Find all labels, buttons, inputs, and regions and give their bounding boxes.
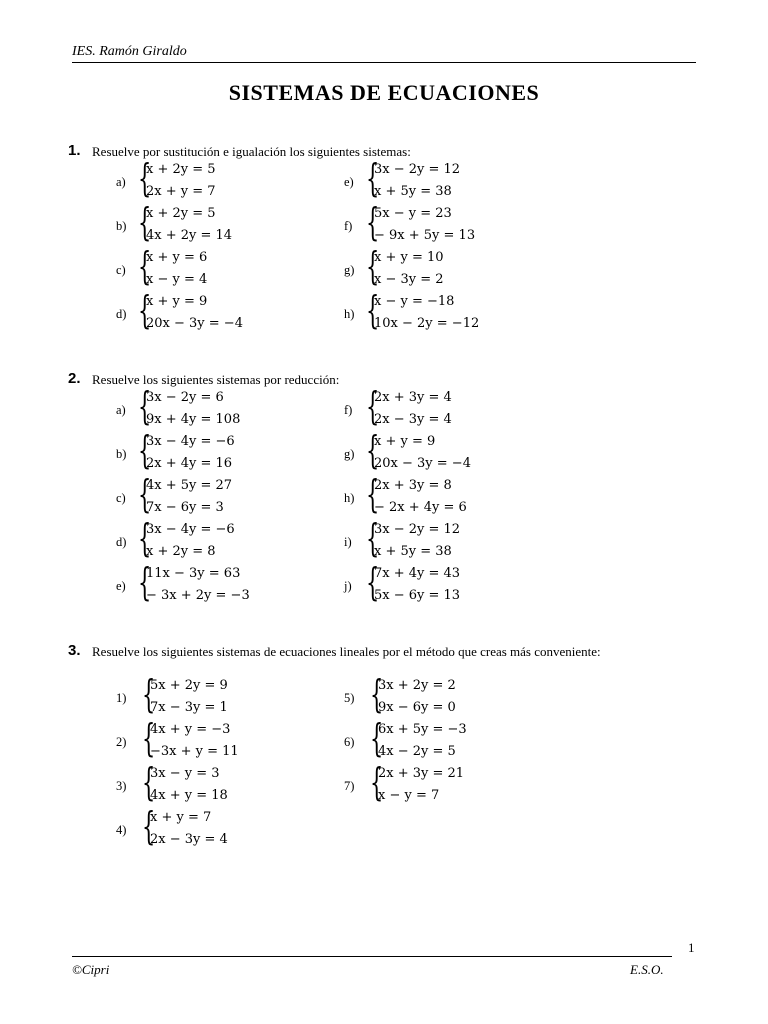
header-divider — [72, 62, 696, 63]
equation-2: x − 3y = 2 — [374, 272, 444, 287]
equation-1: 2x + 3y = 21 — [378, 766, 465, 781]
system-label: f) — [344, 403, 353, 417]
equation-1: x + 2y = 5 — [146, 206, 216, 221]
equation-2: 2x − 3y = 4 — [374, 412, 452, 427]
system-label: d) — [116, 307, 127, 321]
exercise-1-number: 1. — [68, 142, 81, 159]
exercise-2-number: 2. — [68, 370, 81, 387]
exercise-3 — [68, 642, 698, 852]
brace-icon: { — [366, 244, 380, 288]
equation-1: 5x + 2y = 9 — [150, 678, 228, 693]
equation-2: 10x − 2y = −12 — [374, 316, 480, 331]
equation-2: − 9x + 5y = 13 — [374, 228, 476, 243]
system-label: i) — [344, 535, 352, 549]
brace-icon: { — [142, 760, 156, 804]
equation-1: 3x − 4y = −6 — [146, 434, 235, 449]
brace-icon: { — [138, 200, 152, 244]
system-label: 1) — [116, 691, 127, 705]
equation-2: 9x − 6y = 0 — [378, 700, 456, 715]
equation-2: 2x + 4y = 16 — [146, 456, 233, 471]
system-label: f) — [344, 219, 353, 233]
system-label: e) — [344, 175, 354, 189]
equation-system — [344, 760, 564, 810]
equation-2: 5x − 6y = 13 — [374, 588, 461, 603]
system-label: 7) — [344, 779, 355, 793]
equation-2: 4x + 2y = 14 — [146, 228, 233, 243]
system-label: e) — [116, 579, 126, 593]
brace-icon: { — [142, 716, 156, 760]
equation-1: 3x − 4y = −6 — [146, 522, 235, 537]
system-label: g) — [344, 263, 355, 277]
exercise-3-instructions: Resuelve los siguientes sistemas de ecuaciones lineales por el método que creas más conveniente: — [92, 644, 601, 659]
equation-1: 3x + 2y = 2 — [378, 678, 456, 693]
equation-2: x + 5y = 38 — [374, 544, 452, 559]
equation-system — [116, 804, 336, 854]
system-label: 2) — [116, 735, 127, 749]
equation-2: x − y = 4 — [146, 272, 208, 287]
brace-icon: { — [370, 760, 384, 804]
equation-2: x + 5y = 38 — [374, 184, 452, 199]
equation-1: x + 2y = 5 — [146, 162, 216, 177]
equation-1: 6x + 5y = −3 — [378, 722, 467, 737]
equation-1: x + y = 9 — [374, 434, 436, 449]
brace-icon: { — [138, 288, 152, 332]
brace-icon: { — [138, 560, 152, 604]
brace-icon: { — [366, 516, 380, 560]
equation-2: − 3x + 2y = −3 — [146, 588, 250, 603]
equation-1: 4x + y = −3 — [150, 722, 231, 737]
equation-1: 3x − 2y = 6 — [146, 390, 224, 405]
brace-icon: { — [366, 428, 380, 472]
exercise-3-number: 3. — [68, 642, 81, 659]
equation-2: 4x − 2y = 5 — [378, 744, 456, 759]
brace-icon: { — [366, 472, 380, 516]
brace-icon: { — [370, 716, 384, 760]
page-title: SISTEMAS DE ECUACIONES — [228, 80, 540, 105]
equation-2: 2x − 3y = 4 — [150, 832, 228, 847]
system-label: h) — [344, 307, 355, 321]
equation-system — [344, 288, 564, 338]
exercise-2 — [68, 370, 698, 610]
system-label: h) — [344, 491, 355, 505]
equation-system — [344, 560, 564, 610]
equation-2: x + 2y = 8 — [146, 544, 216, 559]
equation-1: x + y = 6 — [146, 250, 208, 265]
exercise-2-instructions: Resuelve los siguientes sistemas por reducción: — [92, 372, 340, 387]
system-label: b) — [116, 447, 127, 461]
system-label: 4) — [116, 823, 127, 837]
brace-icon: { — [366, 156, 380, 200]
footer-level: E.S.O. — [630, 962, 664, 977]
equation-1: 4x + 5y = 27 — [146, 478, 233, 493]
equation-2: 7x − 6y = 3 — [146, 500, 224, 515]
equation-1: 3x − y = 3 — [150, 766, 220, 781]
system-label: 3) — [116, 779, 127, 793]
page-number: 1 — [688, 940, 695, 955]
exercise-1-instructions: Resuelve por sustitución e igualación los siguientes sistemas: — [92, 144, 411, 159]
equation-system — [116, 560, 336, 610]
brace-icon: { — [142, 672, 156, 716]
system-label: a) — [116, 403, 126, 417]
equation-1: 2x + 3y = 8 — [374, 478, 452, 493]
brace-icon: { — [370, 672, 384, 716]
equation-1: 3x − 2y = 12 — [374, 522, 461, 537]
equation-2: 20x − 3y = −4 — [146, 316, 243, 331]
system-label: j) — [344, 579, 352, 593]
equation-1: x + y = 9 — [146, 294, 208, 309]
brace-icon: { — [138, 472, 152, 516]
equation-2: −3x + y = 11 — [150, 744, 239, 759]
system-label: c) — [116, 491, 126, 505]
equation-system — [116, 288, 336, 338]
equation-2: 7x − 3y = 1 — [150, 700, 228, 715]
brace-icon: { — [366, 384, 380, 428]
brace-icon: { — [138, 156, 152, 200]
equation-1: 3x − 2y = 12 — [374, 162, 461, 177]
system-label: g) — [344, 447, 355, 461]
brace-icon: { — [366, 560, 380, 604]
system-label: 6) — [344, 735, 355, 749]
system-label: 5) — [344, 691, 355, 705]
footer-divider — [72, 956, 672, 957]
equation-2: 20x − 3y = −4 — [374, 456, 471, 471]
brace-icon: { — [138, 244, 152, 288]
equation-1: x + y = 7 — [150, 810, 212, 825]
system-label: a) — [116, 175, 126, 189]
equation-2: 9x + 4y = 108 — [146, 412, 241, 427]
system-label: b) — [116, 219, 127, 233]
footer-author: ©Cipri — [72, 962, 110, 977]
exercise-1 — [68, 142, 698, 342]
equation-2: x − y = 7 — [378, 788, 440, 803]
system-label: c) — [116, 263, 126, 277]
system-label: d) — [116, 535, 127, 549]
equation-1: x − y = −18 — [374, 294, 455, 309]
brace-icon: { — [366, 288, 380, 332]
equation-2: − 2x + 4y = 6 — [374, 500, 467, 515]
brace-icon: { — [138, 516, 152, 560]
header-school: IES. Ramón Giraldo — [72, 44, 187, 59]
equation-2: 2x + y = 7 — [146, 184, 216, 199]
brace-icon: { — [366, 200, 380, 244]
equation-1: 7x + 4y = 43 — [374, 566, 461, 581]
equation-1: 5x − y = 23 — [374, 206, 452, 221]
equation-2: 4x + y = 18 — [150, 788, 228, 803]
brace-icon: { — [138, 428, 152, 472]
equation-1: 2x + 3y = 4 — [374, 390, 452, 405]
equation-1: 11x − 3y = 63 — [146, 566, 241, 581]
brace-icon: { — [138, 384, 152, 428]
equation-1: x + y = 10 — [374, 250, 444, 265]
brace-icon: { — [142, 804, 156, 848]
